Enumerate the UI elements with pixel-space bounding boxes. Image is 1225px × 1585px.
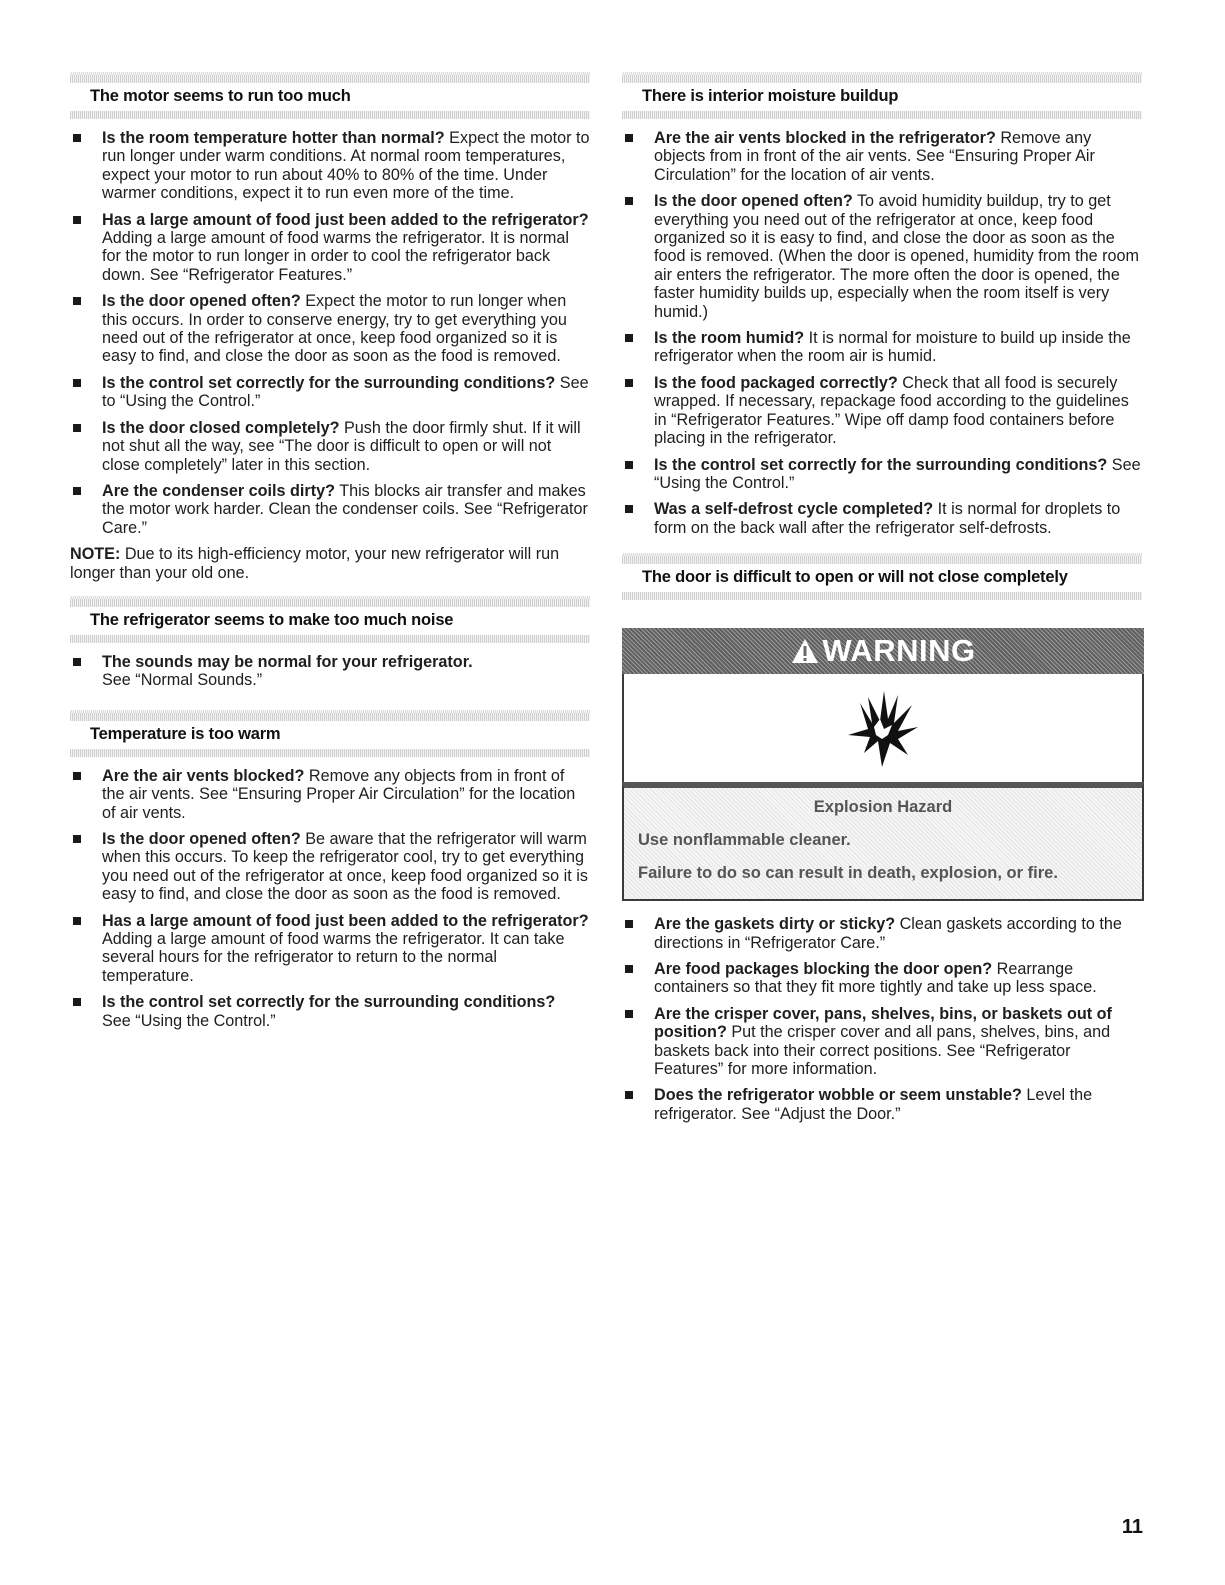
list-item: Is the door opened often? To avoid humidity buildup, try to get everything you need out of the refrigerator at once, keep food organized so it is easy to find, and close the door as soon as the food is removed. (When the door is opened, humidity from the room air enters the refrigerator. The more often the door is opened, the faster humidity builds up, especially when the room itself is very humid.) — [622, 192, 1142, 321]
list-item: Was a self-defrost cycle completed? It is normal for droplets to form on the back wall after the refrigerator self-defrosts. — [622, 500, 1142, 537]
list-item: Is the room temperature hotter than normal? Expect the motor to run longer under warm conditions. At normal room temperatures, expect your motor to run about 40% to 80% of the time. Under warmer conditions, expect it to run even more of the time. — [70, 129, 590, 203]
bullet-icon — [625, 920, 633, 928]
hazard-instruction: Use nonflammable cleaner. — [638, 831, 851, 850]
list-item: Is the control set correctly for the surrounding conditions? See to “Using the Control.” — [70, 374, 590, 411]
section-header — [70, 596, 590, 643]
note-text: Due to its high-efficiency motor, your new refrigerator will run longer than your old one. — [70, 545, 560, 582]
section-title: The door is difficult to open or will not close completely — [622, 564, 1142, 592]
section-header — [622, 72, 1142, 119]
bullet-icon — [73, 917, 81, 925]
list-item: Is the room humid? It is normal for moisture to build up inside the refrigerator when the room air is humid. — [622, 329, 1142, 366]
bullet-icon — [73, 216, 81, 224]
section-title: There is interior moisture buildup — [622, 83, 1142, 111]
note — [70, 545, 590, 582]
warning-label: WARNING — [822, 633, 976, 669]
warning-message — [622, 782, 1144, 901]
explosion-icon — [838, 683, 928, 773]
list-item: Are the condenser coils dirty? This blocks air transfer and makes the motor work harder. Clean the condenser coils. See “Refrigerator Care.” — [70, 482, 590, 537]
bullet-list — [622, 129, 1142, 537]
warning-icon-area — [622, 674, 1144, 782]
list-item: Is the door closed completely? Push the door firmly shut. If it will not shut all the way, see “The door is difficult to open or will not close completely” later in this section. — [70, 419, 590, 474]
section-header — [70, 72, 590, 119]
list-item: Are the gaskets dirty or sticky? Clean gaskets according to the directions in “Refrigerator Care.” — [622, 915, 1142, 952]
list-item: Is the control set correctly for the surrounding conditions? See “Using the Control.” — [622, 456, 1142, 493]
page-number: 11 — [1121, 1516, 1143, 1538]
list-item: Is the door opened often? Be aware that the refrigerator will warm when this occurs. To keep the refrigerator cool, try to get everything you need out of the refrigerator at once, keep food organized so it is easy to find, and close the door as soon as the food is removed. — [70, 830, 590, 904]
section-header — [70, 710, 590, 757]
list-item: Are the crisper cover, pans, shelves, bins, or baskets out of position? Put the crisper cover and all pans, shelves, bins, and baskets back into their correct positions. See “Refrigerator Features” for more information. — [622, 1005, 1142, 1079]
bullet-icon — [625, 379, 633, 387]
bullet-icon — [73, 424, 81, 432]
bullet-icon — [625, 1010, 633, 1018]
bullet-icon — [73, 487, 81, 495]
section-header — [622, 553, 1142, 600]
section-title: The refrigerator seems to make too much noise — [70, 607, 590, 635]
list-item: Has a large amount of food just been added to the refrigerator? Adding a large amount of food warms the refrigerator. It can take several hours for the refrigerator to return to the normal temperature. — [70, 912, 590, 986]
bullet-icon — [625, 334, 633, 342]
section-title: The motor seems to run too much — [70, 83, 590, 111]
list-item: Are food packages blocking the door open? Rearrange containers so that they fit more tightly and take up less space. — [622, 960, 1142, 997]
left-column — [70, 72, 590, 1038]
bullet-icon — [625, 965, 633, 973]
list-item: Is the control set correctly for the surrounding conditions? See “Using the Control.” — [70, 993, 590, 1030]
warning-banner — [622, 628, 1144, 674]
right-column — [622, 72, 1142, 1131]
bullet-icon — [73, 772, 81, 780]
list-item: Is the door opened often? Expect the motor to run longer when this occurs. In order to conserve energy, try to get everything you need out of the refrigerator at once, keep food organized so it is easy to find, and close the door as soon as the food is removed. — [70, 292, 590, 366]
alert-triangle-icon — [790, 637, 820, 665]
hazard-title: Explosion Hazard — [813, 798, 953, 817]
list-item: Does the refrigerator wobble or seem unstable? Level the refrigerator. See “Adjust the Door.” — [622, 1086, 1142, 1123]
bullet-icon — [73, 134, 81, 142]
bullet-icon — [625, 197, 633, 205]
list-item: Are the air vents blocked? Remove any objects from in front of the air vents. See “Ensuring Proper Air Circulation” for the location of air vents. — [70, 767, 590, 822]
list-item: The sounds may be normal for your refrigerator. See “Normal Sounds.” — [70, 653, 590, 690]
bullet-icon — [73, 998, 81, 1006]
note-label: NOTE: — [70, 545, 121, 564]
bullet-icon — [625, 461, 633, 469]
bullet-icon — [625, 134, 633, 142]
bullet-icon — [625, 1091, 633, 1099]
bullet-icon — [73, 297, 81, 305]
section-title: Temperature is too warm — [70, 721, 590, 749]
list-item: Are the air vents blocked in the refrigerator? Remove any objects from in front of the air vents. See “Ensuring Proper Air Circulation” for the location of air vents. — [622, 129, 1142, 184]
bullet-icon — [73, 835, 81, 843]
list-item: Is the food packaged correctly? Check that all food is securely wrapped. If necessary, repackage food according to the guidelines in “Refrigerator Features.” Wipe off damp food containers before placing in the refrigerator. — [622, 374, 1142, 448]
bullet-list — [622, 915, 1142, 1123]
hazard-consequence: Failure to do so can result in death, explosion, or fire. — [638, 864, 1058, 883]
bullet-icon — [625, 505, 633, 513]
bullet-list — [70, 129, 590, 537]
bullet-icon — [73, 658, 81, 666]
warning-box — [622, 628, 1144, 901]
list-item: Has a large amount of food just been added to the refrigerator? Adding a large amount of food warms the refrigerator. It is normal for the motor to run longer in order to cool the refrigerator back down. See “Refrigerator Features.” — [70, 211, 590, 285]
bullet-list — [70, 767, 590, 1030]
bullet-icon — [73, 379, 81, 387]
bullet-list — [70, 653, 590, 690]
